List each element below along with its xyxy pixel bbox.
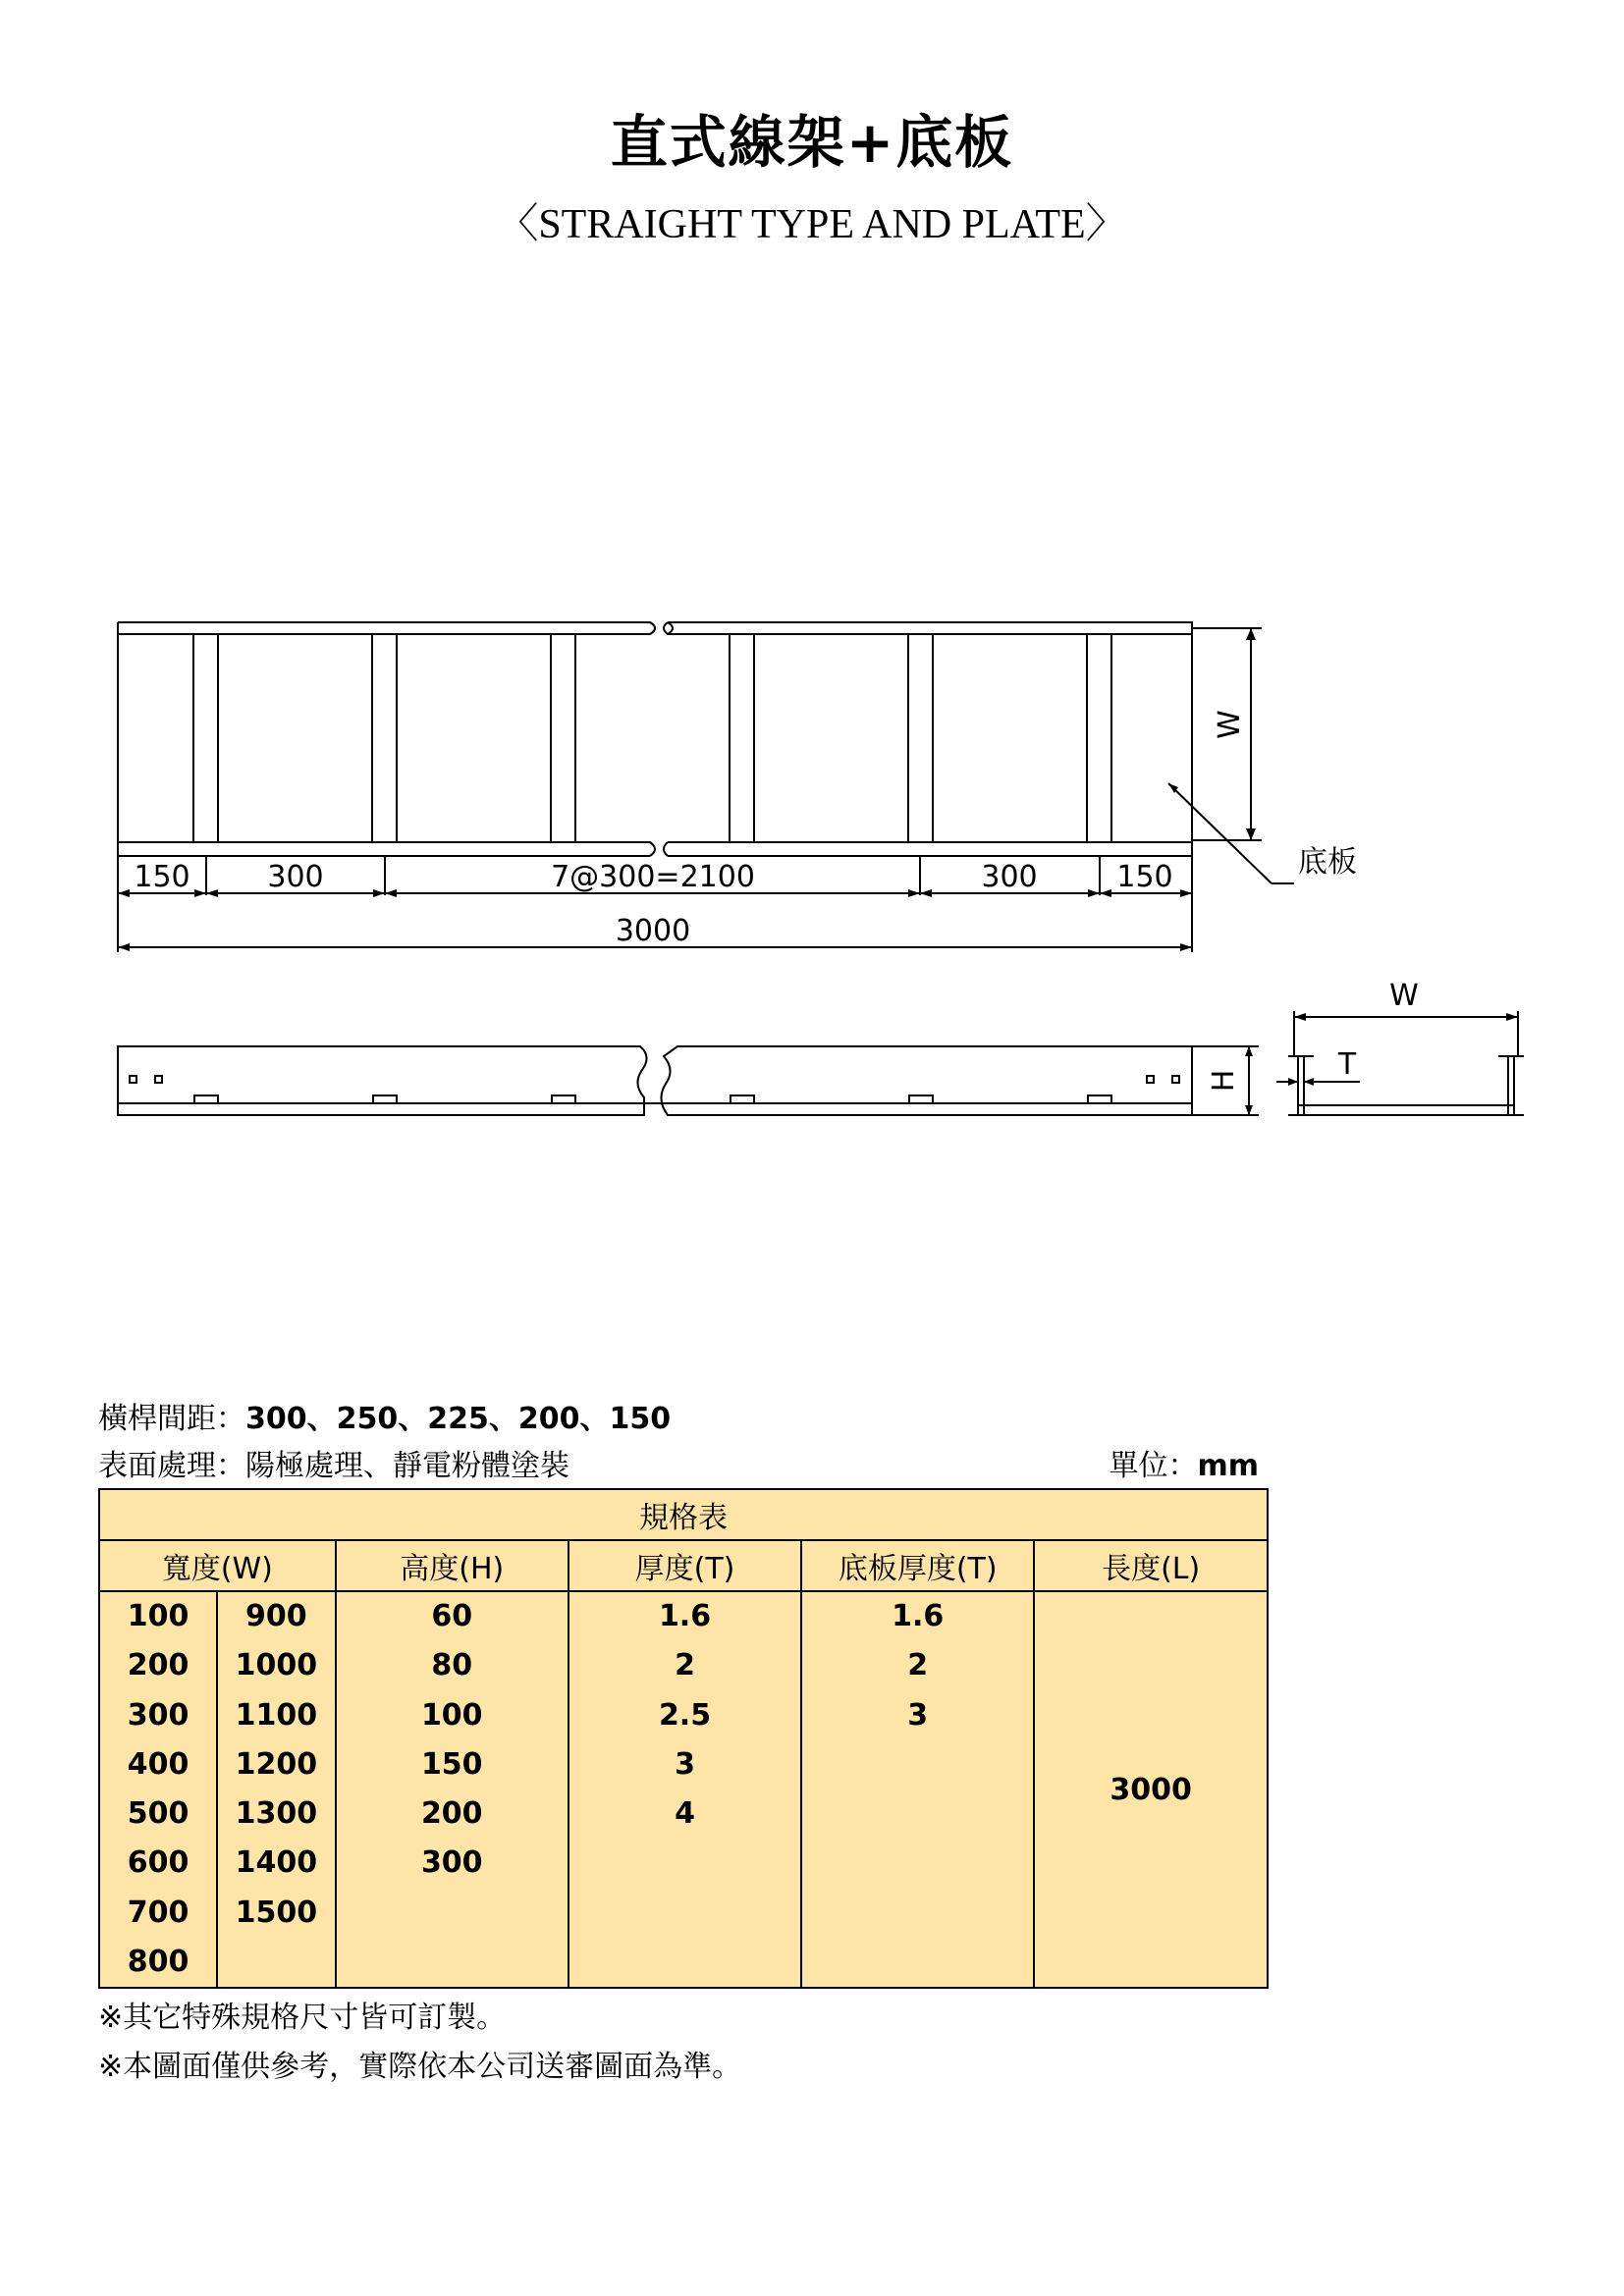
rung-spacing-values: 300、250、225、200、150 bbox=[245, 1402, 672, 1436]
height-value: 200 bbox=[420, 1796, 483, 1832]
width-value: 1000 bbox=[235, 1648, 318, 1683]
page-title: 直式線架+底板 bbox=[610, 109, 1014, 176]
width-column-a bbox=[99, 1591, 217, 1988]
rung-spacing-label: 橫桿間距： bbox=[98, 1402, 245, 1436]
width-value: 200 bbox=[127, 1648, 189, 1683]
header-length: 長度(L) bbox=[1034, 1540, 1268, 1591]
header-width: 寬度(W) bbox=[99, 1540, 336, 1591]
table-caption: 規格表 bbox=[99, 1489, 1268, 1540]
plate-thickness-value: 3 bbox=[907, 1697, 929, 1733]
dim-center: 7@300=2100 bbox=[551, 860, 755, 894]
header-thickness: 厚度(T) bbox=[568, 1540, 801, 1591]
thickness-column bbox=[568, 1591, 801, 1988]
width-value: 300 bbox=[127, 1697, 189, 1733]
width-value: 1400 bbox=[235, 1845, 318, 1881]
dim-total: 3000 bbox=[615, 914, 691, 948]
height-value: 80 bbox=[431, 1648, 473, 1683]
thickness-value: 2 bbox=[675, 1648, 695, 1683]
width-value: 600 bbox=[127, 1845, 189, 1881]
width-value: 100 bbox=[127, 1599, 189, 1633]
plate-thickness-value: 1.6 bbox=[892, 1599, 945, 1633]
width-value: 400 bbox=[127, 1746, 189, 1782]
length-value: 3000 bbox=[1034, 1591, 1268, 1988]
width-value: 700 bbox=[127, 1895, 189, 1930]
unit-value: mm bbox=[1197, 1449, 1259, 1483]
header-plate-thickness: 底板厚度(T) bbox=[801, 1540, 1034, 1591]
header-height: 高度(H) bbox=[336, 1540, 568, 1591]
plate-thickness-column bbox=[801, 1591, 1034, 1988]
footnote-custom: ※其它特殊規格尺寸皆可訂製。 bbox=[98, 2001, 507, 2035]
dim-width-label: W bbox=[1213, 710, 1247, 739]
thickness-value: 2.5 bbox=[658, 1697, 712, 1733]
width-value: 500 bbox=[127, 1796, 189, 1832]
height-value: 150 bbox=[420, 1746, 483, 1782]
page-subtitle: 〈STRAIGHT TYPE AND PLATE〉 bbox=[497, 202, 1127, 247]
height-value: 300 bbox=[420, 1845, 483, 1881]
footnote-reference: ※本圖面僅供參考，實際依本公司送審圖面為準。 bbox=[98, 2050, 742, 2084]
spec-table bbox=[98, 1488, 1269, 1989]
width-value: 800 bbox=[127, 1945, 189, 1980]
plate-label: 底板 bbox=[1298, 845, 1357, 880]
thickness-value: 1.6 bbox=[658, 1599, 712, 1633]
section-w-label: W bbox=[1389, 979, 1419, 1013]
surface-treatment-note: 表面處理：陽極處理、靜電粉體塗裝 bbox=[98, 1449, 569, 1483]
width-value: 1500 bbox=[235, 1895, 318, 1930]
width-column-b bbox=[217, 1591, 335, 1988]
top-view-tray bbox=[118, 622, 1192, 856]
height-column bbox=[336, 1591, 568, 1988]
thickness-value: 3 bbox=[675, 1746, 695, 1782]
height-value: 100 bbox=[420, 1697, 483, 1733]
unit-note bbox=[1109, 1441, 1259, 1484]
dim-300-left: 300 bbox=[267, 860, 324, 894]
width-value: 1100 bbox=[235, 1697, 318, 1733]
cross-section bbox=[1276, 1011, 1524, 1115]
unit-label: 單位： bbox=[1109, 1449, 1198, 1483]
plate-thickness-value: 2 bbox=[907, 1648, 929, 1683]
rung-spacing-note bbox=[98, 1394, 671, 1437]
side-view-tray bbox=[118, 1046, 1192, 1115]
dim-300-right: 300 bbox=[981, 860, 1038, 894]
height-value: 60 bbox=[431, 1599, 473, 1633]
width-value: 1200 bbox=[235, 1746, 318, 1782]
dim-150-right: 150 bbox=[1116, 860, 1173, 894]
section-h-label: H bbox=[1207, 1069, 1241, 1093]
section-t-label: T bbox=[1337, 1047, 1357, 1082]
thickness-value: 4 bbox=[675, 1796, 695, 1832]
width-value: 900 bbox=[245, 1599, 307, 1633]
width-value: 1300 bbox=[235, 1796, 318, 1832]
dim-150-left: 150 bbox=[134, 860, 190, 894]
